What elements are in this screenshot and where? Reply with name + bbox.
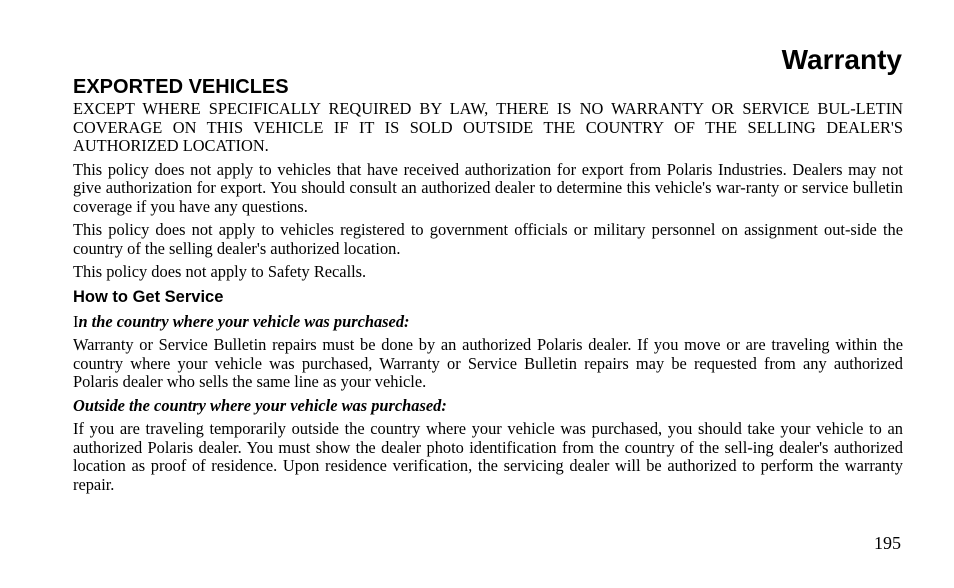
exported-vehicles-paragraph: EXCEPT WHERE SPECIFICALLY REQUIRED BY LAW, THERE IS NO WARRANTY OR SERVICE BUL-LETIN COVERAGE ON THIS VEHICLE IF IT IS SOLD OUTSIDE THE COUNTRY OF THE SELLING DEALER'S AUTHORIZED LOCATION. (73, 99, 903, 155)
in-country-heading-initial: I (73, 311, 79, 331)
outside-country-heading: Outside the country where your vehicle was purchased: (73, 395, 447, 415)
how-to-get-service-heading: How to Get Service (73, 287, 224, 306)
in-country-heading-text: n the country where your vehicle was purchased: (78, 311, 410, 331)
page-number: 195 (874, 533, 901, 553)
exported-vehicles-paragraph: This policy does not apply to vehicles registered to government officials or military personnel on assignment out-side the country of the selling dealer's authorized location. (73, 220, 903, 258)
exported-vehicles-heading: EXPORTED VEHICLES (73, 76, 289, 98)
in-country-body: Warranty or Service Bulletin repairs must be done by an authorized Polaris dealer. If you move or are traveling within the country where your vehicle was purchased, Warranty or Service Bulletin repairs may be requested from any authorized Polaris dealer who sells the same line as your vehicle. (73, 335, 903, 391)
exported-vehicles-paragraph: This policy does not apply to Safety Recalls. (73, 262, 367, 281)
in-country-heading (73, 313, 903, 332)
page-content (73, 75, 903, 494)
exported-vehicles-paragraph: This policy does not apply to vehicles that have received authorization for export from Polaris Industries. Dealers may not give authorization for export. You should consult an authorized dealer to determine this vehicle's war-ranty or service bulletin coverage if you have any questions. (73, 159, 903, 216)
outside-country-body: If you are traveling temporarily outside the country where your vehicle was purchased, you should take your vehicle to an authorized Polaris dealer. You must show the dealer photo identification from the country of the sell-ing dealer's authorized location as proof of residence. Upon residence verification, the servicing dealer will be authorized to perform the warranty repair. (73, 419, 903, 494)
page-title: Warranty (781, 44, 902, 75)
